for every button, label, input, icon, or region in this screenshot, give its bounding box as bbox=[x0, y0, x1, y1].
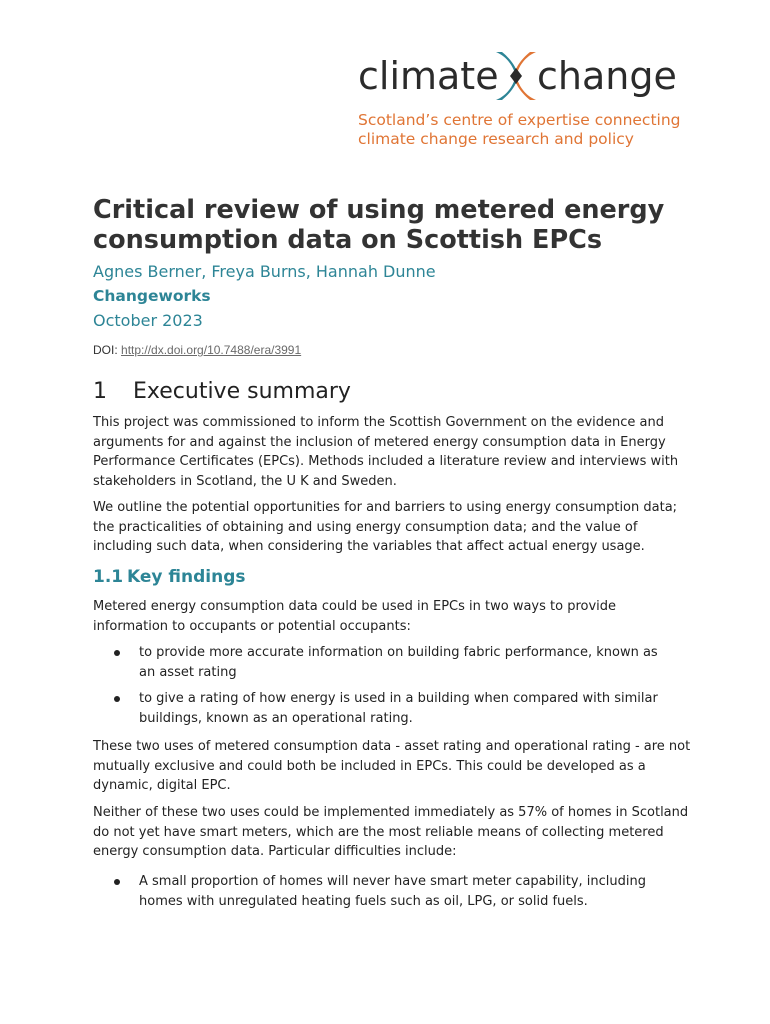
section-number: 1 bbox=[93, 379, 107, 404]
document-title bbox=[93, 195, 693, 255]
key-findings-paragraph-3: Neither of these two uses could be implemented immediately as 57% of homes in Scotland do not yet have smart meters, which are the most reliable means of collecting metered energy consumption data. Particular difficulties include: bbox=[93, 805, 689, 859]
doi-line bbox=[93, 343, 301, 357]
list-item: A small proportion of homes will never have smart meter capability, including homes with unregulated heating fuels such as oil, LPG, or solid fuels. bbox=[114, 872, 674, 911]
key-findings-paragraph-2: These two uses of metered consumption data - asset rating and operational rating - are not mutually exclusive and could both be included in EPCs. This could be developed as a dynamic, digital EPC. bbox=[93, 739, 691, 793]
publication-date: October 2023 bbox=[93, 311, 203, 330]
list-item: to provide more accurate information on building fabric performance, known as an asset rating bbox=[114, 643, 674, 682]
title-line-1: Critical review of using metered energy bbox=[93, 195, 665, 225]
subsection-title: Key findings bbox=[127, 567, 246, 587]
subsection-number: 1.1 bbox=[93, 567, 124, 587]
doi-link[interactable]: http://dx.doi.org/10.7488/era/3991 bbox=[121, 343, 302, 357]
logo-tagline bbox=[358, 111, 681, 149]
key-findings-paragraph-1: Metered energy consumption data could be used in EPCs in two ways to provide information to occupants or potential occupants: bbox=[93, 599, 617, 634]
doi-label: DOI: bbox=[93, 343, 122, 357]
tagline-line-1: Scotland’s centre of expertise connecting bbox=[358, 111, 681, 129]
organisation: Changeworks bbox=[93, 287, 211, 305]
executive-summary-paragraph-2: We outline the potential opportunities for and barriers to using energy consumption data; the practicalities of obtaining and using energy consumption data; and the value of including such data, when considering the variables that affect actual energy usage. bbox=[93, 500, 678, 554]
list-item: to give a rating of how energy is used in a building when compared with similar buildings, known as an operational rating. bbox=[114, 689, 674, 728]
section-heading-key-findings bbox=[93, 567, 246, 587]
section-title: Executive summary bbox=[133, 379, 351, 404]
logo-word-climate: climate bbox=[358, 54, 499, 98]
authors: Agnes Berner, Freya Burns, Hannah Dunne bbox=[93, 262, 436, 281]
tagline-line-2: climate change research and policy bbox=[358, 130, 634, 148]
executive-summary-paragraph-1: This project was commissioned to inform the Scottish Government on the evidence and arguments for and against the inclusion of metered energy consumption data in Energy Performance Certificates (EPCs). Methods included a literature review and interviews with stakeholders in Scotland, the U K and Sweden. bbox=[93, 415, 679, 489]
logo-x-mark-icon bbox=[492, 48, 540, 104]
logo-word-change: change bbox=[537, 54, 677, 98]
title-line-2: consumption data on Scottish EPCs bbox=[93, 225, 603, 255]
climatexchange-logo bbox=[358, 48, 688, 108]
key-findings-bullet-list-2 bbox=[114, 872, 674, 918]
key-findings-bullet-list-1 bbox=[114, 643, 674, 735]
section-heading-executive-summary bbox=[93, 379, 351, 404]
